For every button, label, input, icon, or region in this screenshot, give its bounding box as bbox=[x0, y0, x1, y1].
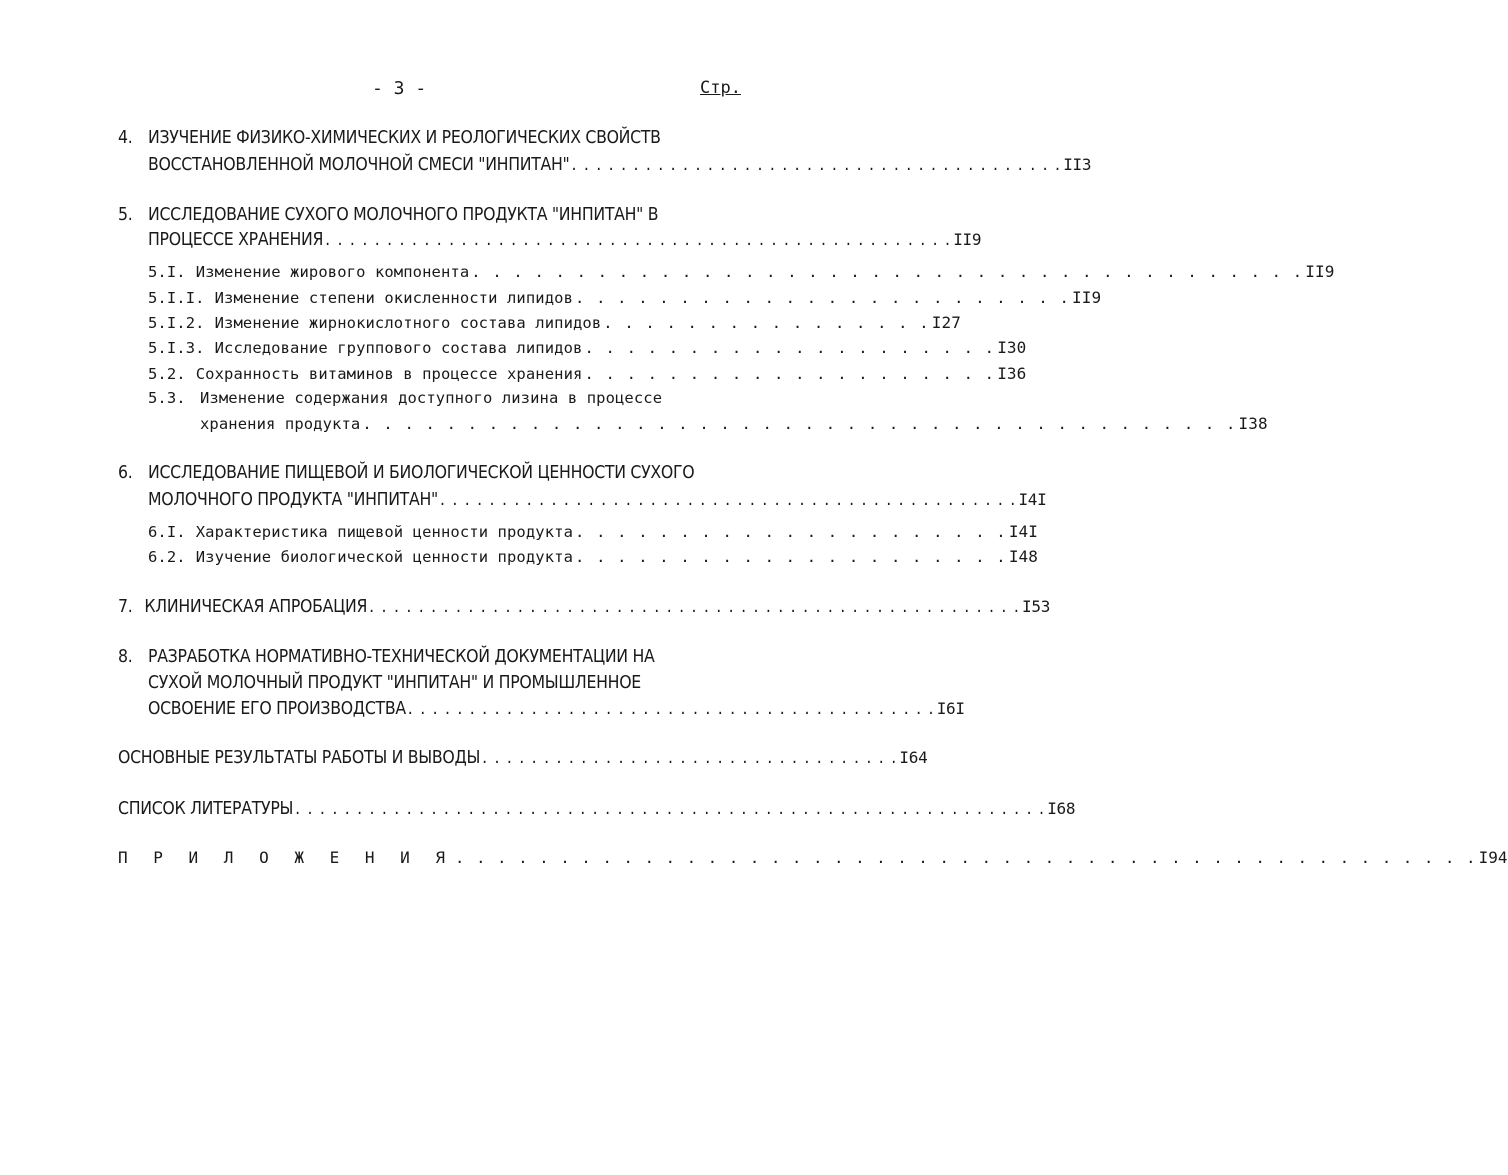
leader-dots: . . . . . . . . . . . . . . . . . . . . . . . . . . . . . . . . . . . . . . . . bbox=[471, 263, 1304, 281]
toc-entry-8-line1: РАЗРАБОТКА НОРМАТИВНО-ТЕХНИЧЕСКОЙ ДОКУМЕНТАЦИИ НА bbox=[148, 647, 655, 667]
leader-dots: . . . . . . . . . . . . . . . . . . . . bbox=[584, 365, 996, 383]
toc-entry-5-2-number: 5.2. bbox=[148, 365, 186, 383]
toc-entry-8-number: 8. bbox=[118, 647, 133, 667]
toc-entry-references-title: СПИСОК ЛИТЕРАТУРЫ bbox=[118, 799, 294, 819]
toc-entry-5-1-2-title: Изменение жирнокислотного состава липидов bbox=[214, 314, 602, 332]
toc-entry-6-2-page: I48 bbox=[1008, 547, 1039, 566]
toc-entry-7[interactable] bbox=[118, 597, 1051, 617]
toc-entry-6-line1: ИССЛЕДОВАНИЕ ПИЩЕВОЙ И БИОЛОГИЧЕСКОЙ ЦЕННОСТИ СУХОГО bbox=[148, 463, 695, 483]
toc-entry-6-2-title: Изучение биологической ценности продукта bbox=[195, 548, 574, 566]
toc-entry-5-3-line1: Изменение содержания доступного лизина в процессе bbox=[200, 389, 663, 407]
leader-dots: . . . . . . . . . . . . . . . . . . . . . . . . . . . . . . . . . . . . . . . . . . . . . . . . . . . bbox=[325, 230, 952, 250]
toc-entry-6-1-page: I4I bbox=[1008, 522, 1039, 541]
toc-entry-6-1[interactable] bbox=[148, 522, 1039, 541]
toc-entry-4-line1: ИЗУЧЕНИЕ ФИЗИКО-ХИМИЧЕСКИХ И РЕОЛОГИЧЕСКИХ СВОЙСТВ bbox=[148, 128, 661, 148]
toc-entry-appendices-page: I94 bbox=[1478, 848, 1508, 867]
toc-entry-5-1-2[interactable] bbox=[148, 313, 961, 332]
leader-dots: . . . . . . . . . . . . . . . . . . . . . . . . bbox=[575, 289, 1071, 307]
toc-entry-appendices[interactable] bbox=[118, 848, 1508, 867]
toc-entry-6-leader[interactable] bbox=[148, 490, 1047, 510]
toc-entry-5-2-page: I36 bbox=[997, 364, 1027, 383]
toc-entry-5-1-3-title: Исследование группового состава липидов bbox=[214, 339, 583, 357]
toc-entry-5-leader[interactable] bbox=[148, 230, 982, 250]
toc-entry-4-line2: ВОССТАНОВЛЕННОЙ МОЛОЧНОЙ СМЕСИ "ИНПИТАН" bbox=[148, 155, 570, 175]
toc-entry-8-page: I6I bbox=[936, 699, 965, 718]
toc-entry-5-1-1-title: Изменение степени окисленности липидов bbox=[214, 289, 574, 307]
toc-entry-6-2-number: 6.2. bbox=[148, 548, 186, 566]
toc-entry-5-2[interactable] bbox=[148, 364, 1027, 383]
toc-entry-5-1-page: II9 bbox=[1305, 262, 1335, 281]
toc-entry-5-1-1-number: 5.I.I. bbox=[148, 289, 205, 307]
toc-entry-5-1-3-page: I30 bbox=[997, 338, 1027, 357]
toc-entry-4-number: 4. bbox=[118, 128, 133, 148]
toc-entry-6-line2: МОЛОЧНОГО ПРОДУКТА "ИНПИТАН" bbox=[148, 490, 438, 510]
toc-entry-5-3-page: I38 bbox=[1238, 414, 1268, 433]
toc-entry-6-2[interactable] bbox=[148, 547, 1039, 566]
leader-dots: . . . . . . . . . . . . . . . . . . . . . . . . . . . . . . . . . . bbox=[482, 748, 898, 768]
leader-dots: . . . . . . . . . . . . . . . . . . . . . bbox=[575, 548, 1007, 566]
toc-entry-6-1-number: 6.I. bbox=[148, 523, 186, 541]
leader-dots: . . . . . . . . . . . . . . . . . . . . . . . . . . . . . . . . . . . . . . . . bbox=[571, 155, 1062, 175]
toc-entry-5-1-number: 5.I. bbox=[148, 263, 186, 281]
leader-dots: . . . . . . . . . . . . . . . . . . . . . . . . . . . . . . . . . . . . . . . . . . bbox=[362, 415, 1237, 433]
toc-entry-5-1[interactable] bbox=[148, 262, 1335, 281]
toc-entry-6-page: I4I bbox=[1018, 490, 1047, 509]
page-column-label: Стр. bbox=[700, 78, 741, 98]
toc-entry-5-1-2-page: I27 bbox=[931, 313, 961, 332]
toc-entry-conclusions-title: ОСНОВНЫЕ РЕЗУЛЬТАТЫ РАБОТЫ И ВЫВОДЫ bbox=[118, 748, 481, 768]
toc-entry-8-line3: ОСВОЕНИЕ ЕГО ПРОИЗВОДСТВА bbox=[148, 699, 406, 719]
toc-entry-conclusions-page: I64 bbox=[899, 748, 928, 767]
leader-dots: . . . . . . . . . . . . . . . . . . . . . bbox=[575, 523, 1007, 541]
toc-entry-5-3-leader[interactable] bbox=[200, 414, 1268, 433]
leader-dots: . . . . . . . . . . . . . . . . . . . . bbox=[584, 339, 996, 357]
toc-entry-5-1-title: Изменение жирового компонента bbox=[195, 263, 470, 281]
toc-entry-5-2-title: Сохранность витаминов в процессе хранения bbox=[195, 365, 583, 383]
toc-entry-4-page: II3 bbox=[1063, 155, 1092, 174]
toc-entry-5-page: II9 bbox=[953, 230, 982, 249]
toc-entry-7-page: I53 bbox=[1022, 597, 1051, 616]
toc-entry-4-leader[interactable] bbox=[148, 155, 1092, 175]
toc-entry-5-3-number: 5.3. bbox=[148, 389, 186, 407]
leader-dots: . . . . . . . . . . . . . . . . . . . . . . . . . . . . . . . . . . . . . . . . . . . . . . . . . . . . . bbox=[369, 597, 1021, 617]
leader-dots: . . . . . . . . . . . . . . . . bbox=[603, 314, 930, 332]
leader-dots: . . . . . . . . . . . . . . . . . . . . . . . . . . . . . . . . . . . . . . . . . . . . . . . bbox=[439, 490, 1017, 510]
toc-entry-appendices-title: П Р И Л О Ж Е Н И Я bbox=[118, 848, 454, 867]
toc-entry-5-3-line2: хранения продукта bbox=[200, 415, 361, 433]
leader-dots: . . . . . . . . . . . . . . . . . . . . . . . . . . . . . . . . . . . . . . . . . . . . . . . . . . . . . . . . . . . . . bbox=[295, 799, 1046, 819]
toc-entry-7-number: 7. bbox=[118, 597, 133, 617]
toc-entry-5-line1: ИССЛЕДОВАНИЕ СУХОГО МОЛОЧНОГО ПРОДУКТА "ИНПИТАН" В bbox=[148, 205, 659, 225]
toc-entry-6-number: 6. bbox=[118, 463, 133, 483]
page-number: - 3 - bbox=[372, 78, 427, 99]
toc-entry-5-1-1-page: II9 bbox=[1072, 288, 1102, 307]
leader-dots: . . . . . . . . . . . . . . . . . . . . . . . . . . . . . . . . . . . . . . . . . . . . . . . . . bbox=[455, 849, 1477, 867]
leader-dots: . . . . . . . . . . . . . . . . . . . . . . . . . . . . . . . . . . . . . . . . . . . bbox=[407, 699, 935, 719]
toc-entry-5-1-3[interactable] bbox=[148, 338, 1027, 357]
toc-entry-5-1-3-number: 5.I.3. bbox=[148, 339, 205, 357]
toc-entry-7-title: КЛИНИЧЕСКАЯ АПРОБАЦИЯ bbox=[144, 597, 368, 617]
toc-entry-6-1-title: Характеристика пищевой ценности продукта bbox=[195, 523, 574, 541]
toc-entry-5-number: 5. bbox=[118, 205, 133, 225]
toc-entry-5-1-2-number: 5.I.2. bbox=[148, 314, 205, 332]
toc-entry-5-1-1[interactable] bbox=[148, 288, 1102, 307]
toc-entry-8-line2: СУХОЙ МОЛОЧНЫЙ ПРОДУКТ "ИНПИТАН" И ПРОМЫШЛЕННОЕ bbox=[148, 673, 641, 693]
toc-entry-5-line2: ПРОЦЕССЕ ХРАНЕНИЯ bbox=[148, 230, 324, 250]
toc-entry-8-leader[interactable] bbox=[148, 699, 965, 719]
toc-entry-references-page: I68 bbox=[1047, 799, 1076, 818]
toc-entry-references[interactable] bbox=[118, 799, 1076, 819]
toc-entry-conclusions[interactable] bbox=[118, 748, 928, 768]
